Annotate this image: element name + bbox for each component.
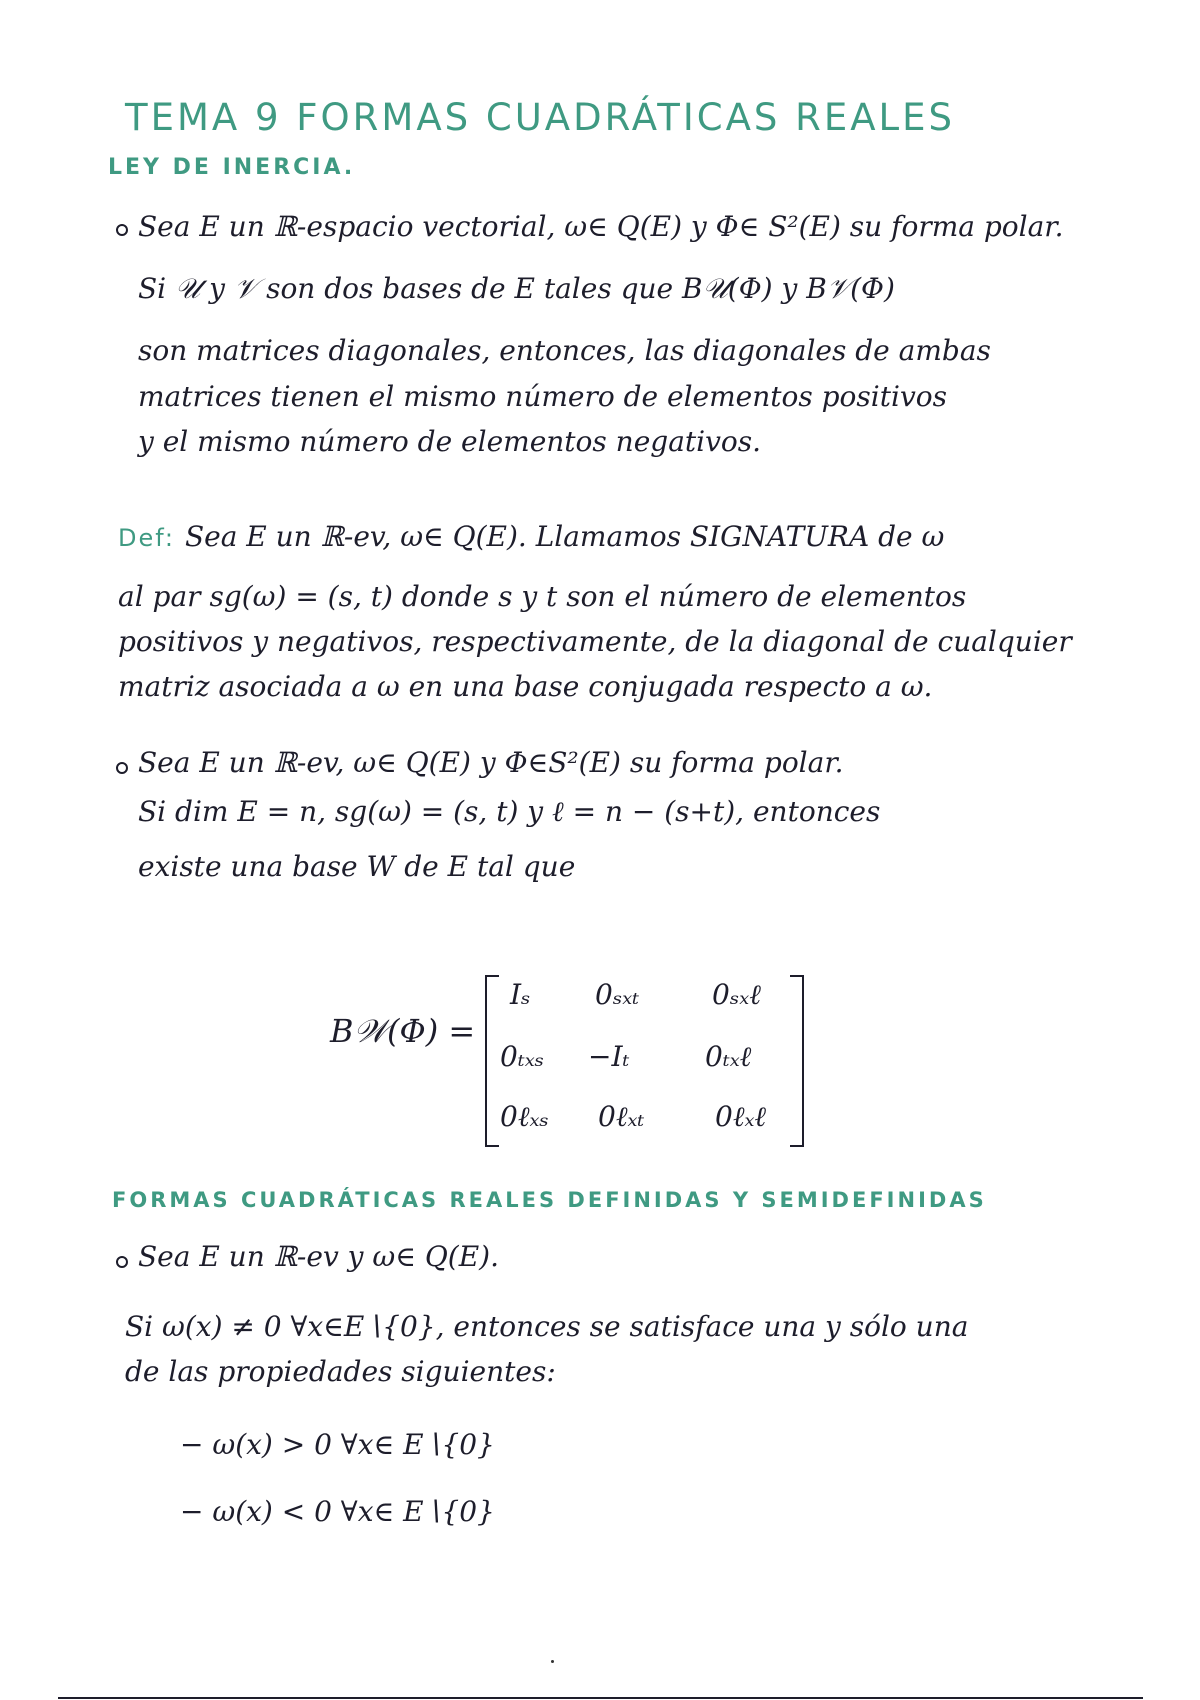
bullet-icon <box>116 762 128 774</box>
theorem1-line: Sea E un ℝ-espacio vectorial, ω∈ Q(E) y Φ∈ S²(E) su forma polar. <box>138 210 1064 243</box>
matrix-cell: 0ℓₓₜ <box>598 1100 645 1133</box>
matrix-cell: 0ₛₓₜ <box>595 978 640 1011</box>
definition-line: matriz asociada a ω en una base conjugada respecto a ω. <box>118 670 933 703</box>
matrix-cell: −Iₜ <box>588 1040 630 1073</box>
bullet-icon <box>116 224 128 236</box>
bullet-icon <box>116 1256 128 1268</box>
theorem2-line: Sea E un ℝ-ev, ω∈ Q(E) y Φ∈S²(E) su forma polar. <box>138 746 844 779</box>
matrix-lhs: B𝒲(Φ) = <box>330 1012 476 1050</box>
matrix-left-bracket <box>485 975 499 1147</box>
theorem3-item: − ω(x) < 0 ∀x∈ E∖{0} <box>180 1495 495 1528</box>
theorem3-line: Si ω(x) ≠ 0 ∀x∈E∖{0}, entonces se satisface una y sólo una <box>125 1310 969 1343</box>
definition-line: Sea E un ℝ-ev, ω∈ Q(E). Llamamos SIGNATURA de ω <box>184 520 945 553</box>
matrix-right-bracket <box>790 975 804 1147</box>
theorem1-line: son matrices diagonales, entonces, las diagonales de ambas <box>138 334 991 367</box>
definition-line: positivos y negativos, respectivamente, de la diagonal de cualquier <box>118 625 1072 658</box>
page-bottom-rule <box>58 1697 1143 1699</box>
matrix-cell: Iₛ <box>510 978 531 1011</box>
matrix-cell: 0ₜₓℓ <box>705 1040 752 1073</box>
theorem1-line: matrices tienen el mismo número de elementos positivos <box>138 380 947 413</box>
theorem3-item: − ω(x) > 0 ∀x∈ E∖{0} <box>180 1428 495 1461</box>
theorem3-line: Sea E un ℝ-ev y ω∈ Q(E). <box>138 1240 499 1273</box>
theorem2-line: existe una base W de E tal que <box>138 850 576 883</box>
theorem1-line: y el mismo número de elementos negativos. <box>138 425 762 458</box>
matrix-cell: 0ℓₓℓ <box>715 1100 767 1133</box>
matrix-cell: 0ₜₓₛ <box>500 1040 545 1073</box>
section-heading-definite: FORMAS CUADRÁTICAS REALES DEFINIDAS Y SEMIDEFINIDAS <box>112 1188 987 1212</box>
definition-line: al par sg(ω) = (s, t) donde s y t son el número de elementos <box>118 580 967 613</box>
theorem3-line: de las propiedades siguientes: <box>125 1355 556 1388</box>
page-title: TEMA 9 FORMAS CUADRÁTICAS REALES <box>125 96 956 139</box>
definition-label: Def: <box>118 524 175 552</box>
definition-first-line <box>118 520 944 553</box>
matrix-cell: 0ₛₓℓ <box>712 978 761 1011</box>
theorem2-line: Si dim E = n, sg(ω) = (s, t) y ℓ = n − (s+t), entonces <box>138 795 881 828</box>
section-heading-inertia: LEY DE INERCIA. <box>108 155 356 180</box>
ink-dot <box>551 1660 554 1663</box>
matrix-cell: 0ℓₓₛ <box>500 1100 549 1133</box>
theorem1-line: Si 𝒰 y 𝒱 son dos bases de E tales que B𝒰(Φ) y B𝒱(Φ) <box>138 272 895 305</box>
